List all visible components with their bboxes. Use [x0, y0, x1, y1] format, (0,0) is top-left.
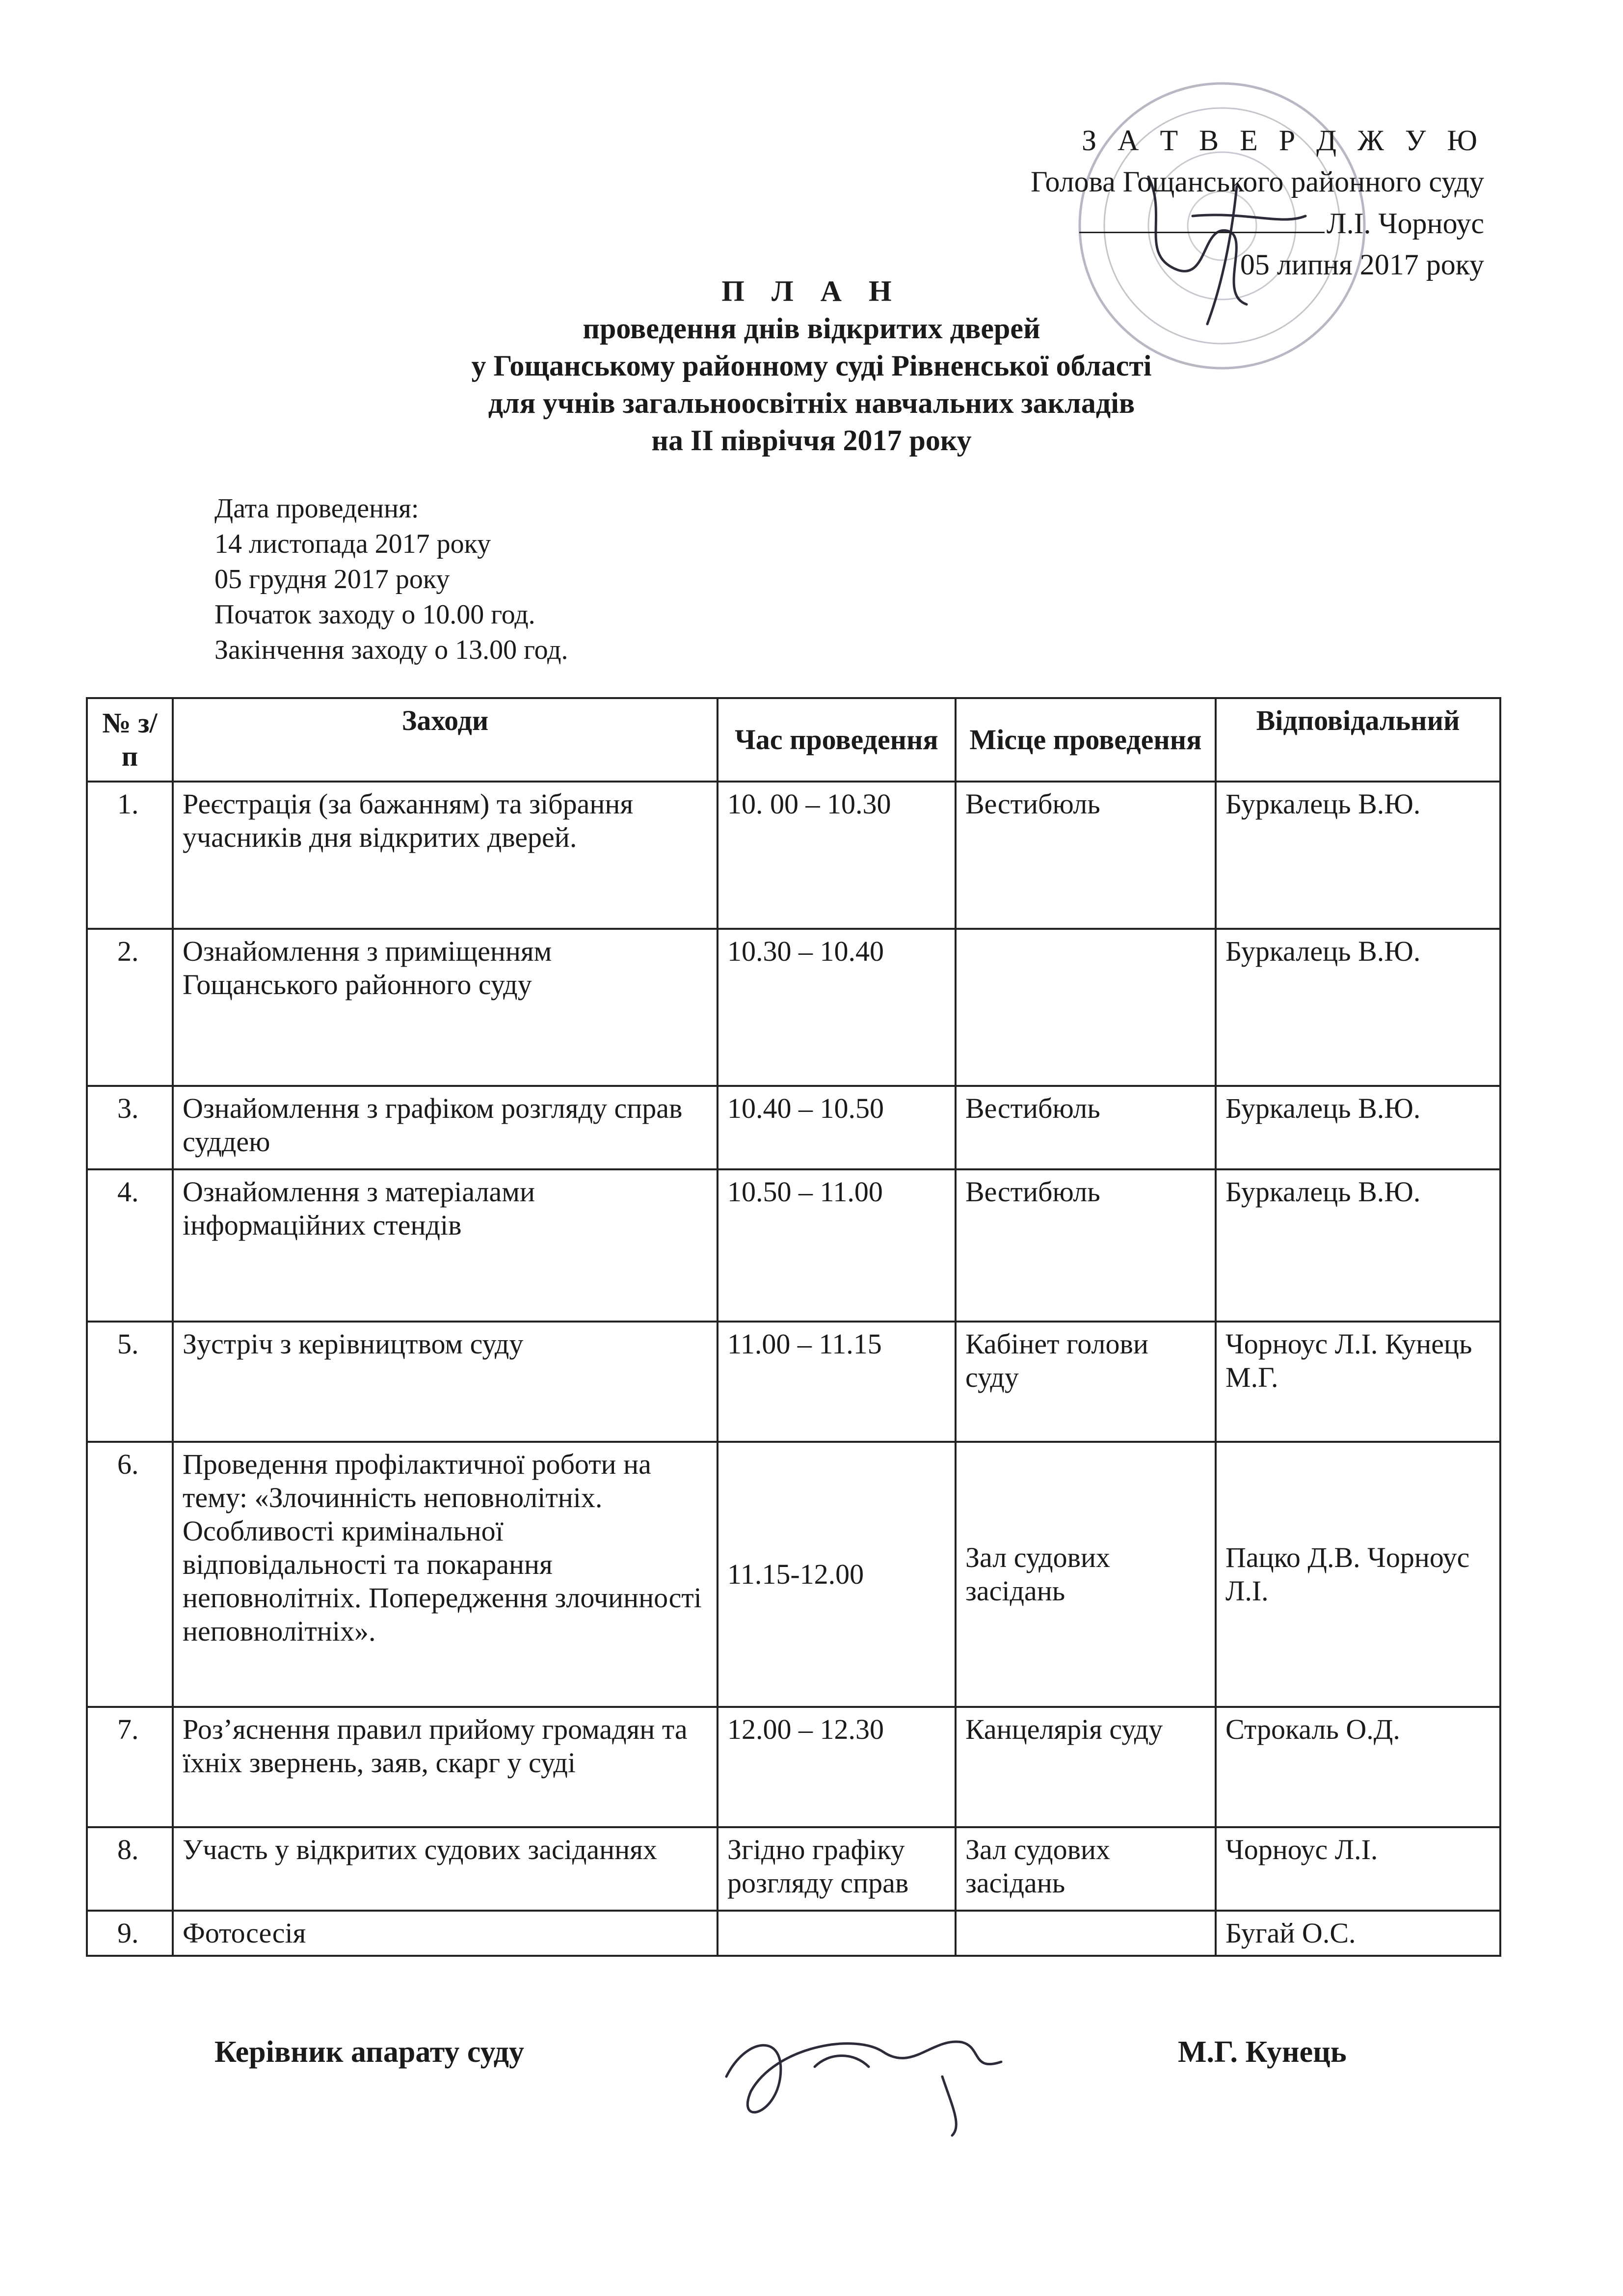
row-responsible: Буркалець В.Ю. [1216, 929, 1500, 1086]
row-event: Роз’яснення правил прийому громадян та їхніх звернень, заяв, скарг у суді [173, 1707, 718, 1827]
row-num: 3. [87, 1086, 173, 1169]
header-event: Заходи [173, 698, 718, 782]
row-event: Зустріч з керівництвом суду [173, 1322, 718, 1442]
row-place: Вестибюль [956, 782, 1216, 929]
row-num: 1. [87, 782, 173, 929]
header-time: Час проведення [718, 698, 956, 782]
footer-name: М.Г. Кунець [1178, 2035, 1347, 2069]
title-line-4: на ІІ півріччя 2017 року [651, 424, 972, 457]
row-num: 2. [87, 929, 173, 1086]
header-responsible: Відповідальний [1216, 698, 1500, 782]
date-2: 05 грудня 2017 року [214, 564, 450, 594]
row-place: Канцелярія суду [956, 1707, 1216, 1827]
row-place [956, 929, 1216, 1086]
chief-of-staff-signature [707, 1978, 1040, 2145]
approval-signer-line [797, 202, 1484, 244]
table-row [87, 929, 1500, 1086]
date-1: 14 листопада 2017 року [214, 529, 491, 559]
table-header-row [87, 698, 1500, 782]
row-time: Згідно графіку розгляду справ [718, 1827, 956, 1911]
title-line-2: у Гощанському районному суді Рівненської області [471, 350, 1152, 382]
row-responsible: Пацко Д.В. Чорноус Л.І. [1216, 1442, 1500, 1707]
event-dates [214, 491, 568, 668]
row-place: Вестибюль [956, 1169, 1216, 1322]
table-row [87, 1169, 1500, 1322]
row-place: Зал судових засідань [956, 1827, 1216, 1911]
row-num: 5. [87, 1322, 173, 1442]
row-responsible: Чорноус Л.І. [1216, 1827, 1500, 1911]
table-row [87, 1322, 1500, 1442]
row-place: Вестибюль [956, 1086, 1216, 1169]
end-time: Закінчення заходу о 13.00 год. [214, 635, 568, 665]
row-num: 9. [87, 1911, 173, 1956]
row-num: 6. [87, 1442, 173, 1707]
row-place: Зал судових засідань [956, 1442, 1216, 1707]
row-responsible: Буркалець В.Ю. [1216, 1169, 1500, 1322]
footer-position: Керівник апарату суду [214, 2035, 525, 2069]
row-time: 11.00 – 11.15 [718, 1322, 956, 1442]
plan-table [86, 697, 1501, 1957]
row-num: 7. [87, 1707, 173, 1827]
row-responsible: Буркалець В.Ю. [1216, 1086, 1500, 1169]
approval-position: Голова Гощанського районного суду [1031, 165, 1484, 198]
row-event: Ознайомлення з графіком розгляду справ суддею [173, 1086, 718, 1169]
row-time: 12.00 – 12.30 [718, 1707, 956, 1827]
row-responsible: Бугай О.С. [1216, 1911, 1500, 1956]
table-row [87, 1911, 1500, 1956]
row-place: Кабінет голови суду [956, 1322, 1216, 1442]
signature-line [1079, 202, 1325, 233]
row-event: Фотосесія [173, 1911, 718, 1956]
table-row [87, 782, 1500, 929]
row-responsible: Буркалець В.Ю. [1216, 782, 1500, 929]
row-responsible: Строкаль О.Д. [1216, 1707, 1500, 1827]
row-event: Ознайомлення з приміщенням Гощанського районного суду [173, 929, 718, 1086]
table-row [87, 1442, 1500, 1707]
row-time [718, 1911, 956, 1956]
approval-signer: Л.І. Чорноус [1326, 207, 1484, 240]
header-num: № з/п [87, 698, 173, 782]
row-event: Участь у відкритих судових засіданнях [173, 1827, 718, 1911]
row-time: 10. 00 – 10.30 [718, 782, 956, 929]
row-event: Проведення профілактичної роботи на тему: «Злочинність неповнолітніх. Особливості кримінальної відповідальності та покарання неповнолітніх. Попередження злочинності неповнолітніх». [173, 1442, 718, 1707]
approval-heading: З А Т В Е Р Д Ж У Ю [1082, 124, 1484, 157]
row-time: 10.40 – 10.50 [718, 1086, 956, 1169]
header-place: Місце проведення [956, 698, 1216, 782]
table-row [87, 1707, 1500, 1827]
approval-block [797, 120, 1484, 285]
row-time: 10.30 – 10.40 [718, 929, 956, 1086]
row-event: Ознайомлення з матеріалами інформаційних стендів [173, 1169, 718, 1322]
row-time: 11.15-12.00 [718, 1442, 956, 1707]
row-num: 4. [87, 1169, 173, 1322]
document-title [0, 272, 1623, 459]
row-num: 8. [87, 1827, 173, 1911]
title-line-3: для учнів загальноосвітніх навчальних закладів [488, 387, 1135, 419]
start-time: Початок заходу о 10.00 год. [214, 599, 535, 630]
title-line-1: проведення днів відкритих дверей [583, 312, 1040, 345]
row-time: 10.50 – 11.00 [718, 1169, 956, 1322]
plan-heading: П Л А Н [721, 275, 902, 307]
table-row [87, 1086, 1500, 1169]
row-place [956, 1911, 1216, 1956]
approval-date: 05 липня 2017 року [1240, 248, 1484, 281]
row-responsible: Чорноус Л.І. Кунець М.Г. [1216, 1322, 1500, 1442]
table-row [87, 1827, 1500, 1911]
dates-label: Дата проведення: [214, 493, 419, 524]
row-event: Реєстрація (за бажанням) та зібрання учасників дня відкритих дверей. [173, 782, 718, 929]
